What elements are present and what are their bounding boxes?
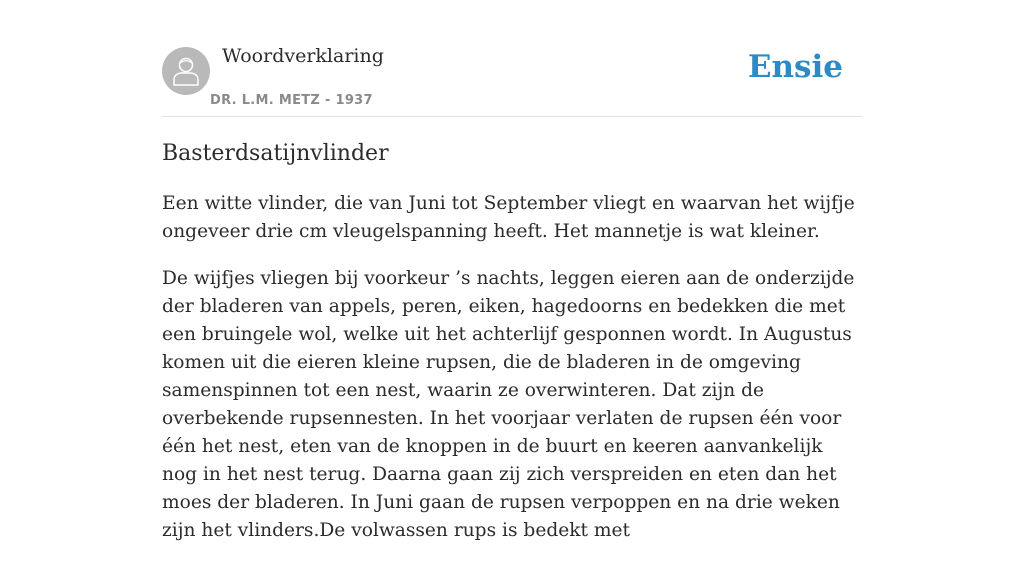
entry-paragraph: De wijfjes vliegen bij voorkeur ’s nachts, leggen eieren aan de onderzijde der bladeren van appels, peren, eiken, hagedoorns en bedekken die met een bruingele wol, welke uit het achterlijf gesponnen wordt. In Augustus komen uit die eieren kleine rupsen, die de bladeren in de omgeving samenspinnen tot een nest, waarin ze overwinteren. Dat zijn de overbekende rupsennesten. In het voorjaar verlaten de rupsen één voor één het nest, eten van de knoppen in de buurt en keeren aanvankelijk nog in het nest terug. Daarna gaan zij zich verspreiden en eten dan het moes der bladeren. In Juni gaan de rupsen verpoppen en na drie weken zijn het vlinders.De volwassen rups is bedekt met	[162, 268, 855, 541]
entry-content	[162, 138, 862, 564]
entry-paragraph: Een witte vlinder, die van Juni tot September vliegt en waarvan het wijfje ongeveer drie cm vleugelspanning heeft. Het mannetje is wat kleiner.	[162, 193, 855, 242]
source-title[interactable]: Woordverklaring	[222, 45, 384, 67]
brand-logo[interactable]: Ensie	[747, 49, 843, 85]
entry-header	[162, 0, 862, 117]
page-title: Basterdsatijnvlinder	[162, 141, 389, 166]
user-icon-graphic	[162, 47, 210, 95]
source-meta: DR. L.M. METZ - 1937	[210, 93, 373, 108]
user-icon[interactable]	[162, 47, 210, 95]
